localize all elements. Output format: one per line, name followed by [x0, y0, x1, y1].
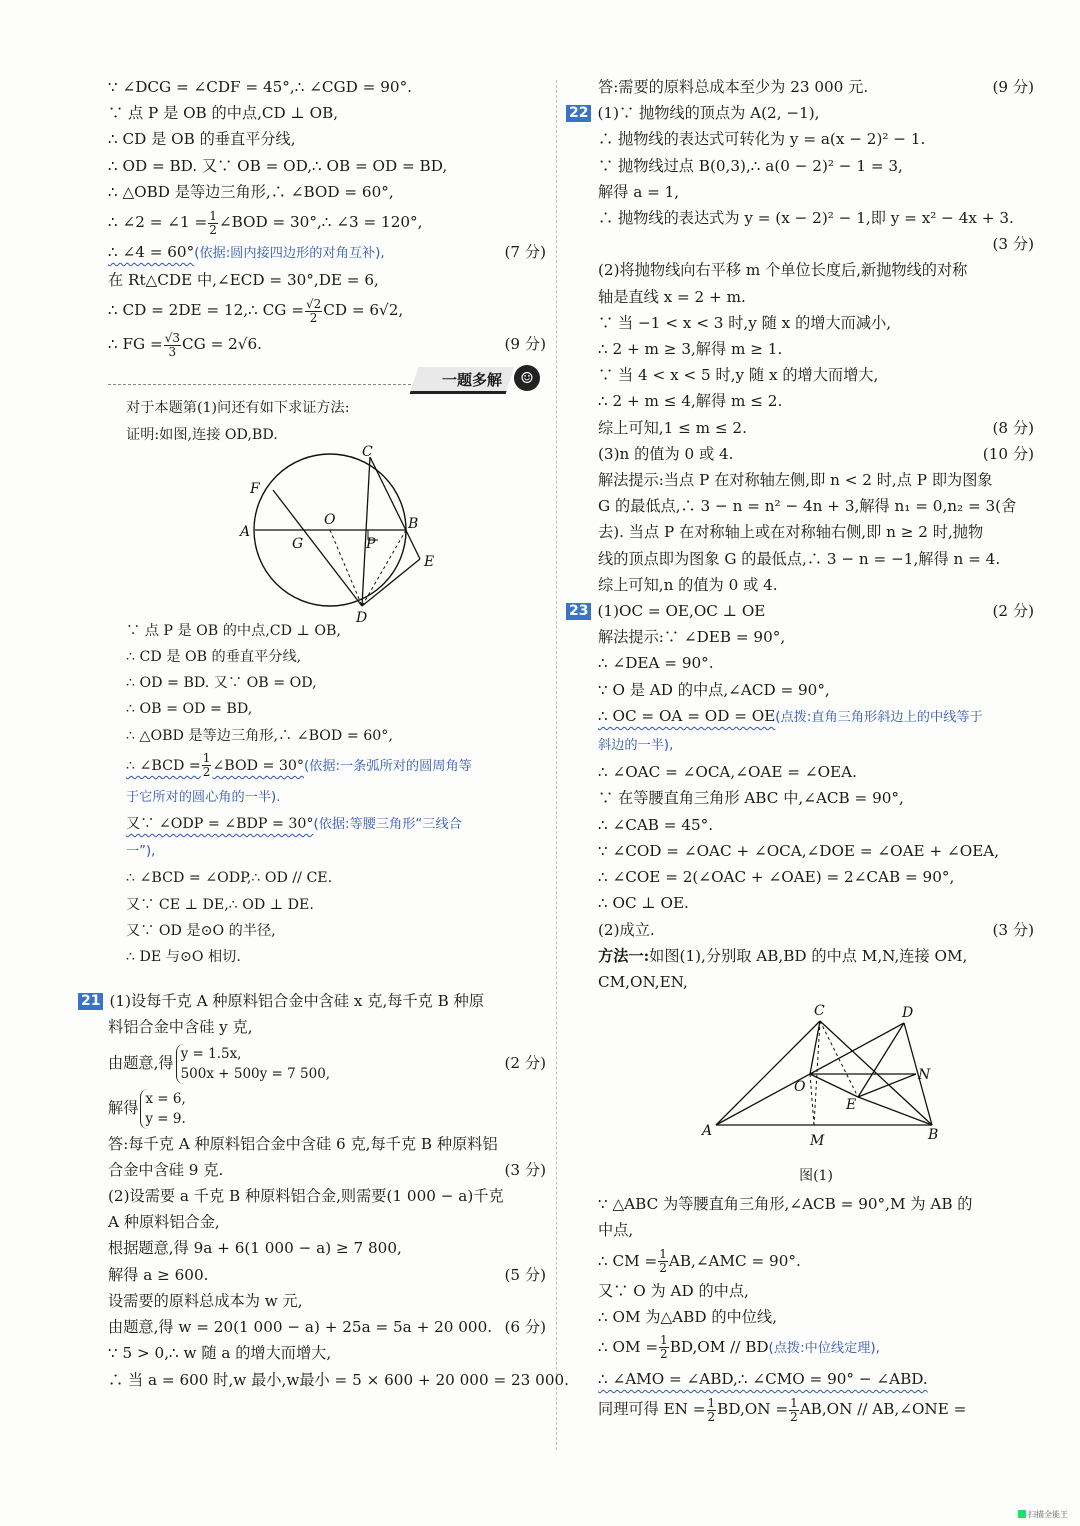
text-line: ∴ CD 是 OB 的垂直平分线, — [126, 649, 302, 666]
text-line: ∴ ∠AMO = ∠ABD,∴ ∠CMO = 90° − ∠ABD. — [598, 1369, 928, 1388]
text-line: ∴ FG = $\frac{√3}{3}$ CG = 2√6. (9 分) — [108, 327, 546, 361]
text-line: 解法提示:∵ ∠DEB = 90°, — [598, 628, 786, 647]
text-line: 对于本题第(1)问还有如下求证方法: — [126, 400, 350, 417]
fraction: $\frac{1}{2}$ — [790, 1395, 798, 1424]
point-label: D — [356, 609, 368, 626]
smile-icon: ☺ — [514, 365, 540, 391]
text-line: ∴ 2 + m ≤ 4,解得 m ≤ 2. — [598, 392, 783, 411]
text-line: 在 Rt△CDE 中,∠ECD = 30°,DE = 6, — [108, 271, 379, 290]
text-line: 解法提示:当点 P 在对称轴左侧,即 n < 2 时,点 P 即为图象 — [598, 471, 993, 490]
point-label: A — [702, 1123, 713, 1140]
point-label: D — [902, 1005, 914, 1022]
text-line: 23 (1)OC = OE,OC ⊥ OE (2 分) — [566, 598, 1034, 624]
text-line: ∵ 当 −1 < x < 3 时,y 随 x 的增大而减小, — [598, 313, 892, 332]
score: (9 分) — [992, 78, 1034, 96]
point-label: P — [366, 535, 376, 552]
text-line: ∴ ∠DEA = 90°. — [598, 654, 714, 673]
text-line: ∵ △ABC 为等腰直角三角形,∠ACB = 90°,M 为 AB 的 — [598, 1195, 973, 1214]
text-line: ∴ OM = $\frac{1}{2}$ BD,OM // BD(点拨:中位线定理), — [598, 1333, 880, 1362]
text-line: 又∵ CE ⊥ DE,∴ OD ⊥ DE. — [126, 896, 314, 913]
text-line — [126, 784, 546, 811]
text-line: ∴ △OBD 是等边三角形,∴ ∠BOD = 60°, — [126, 727, 393, 744]
text-line: ∵ ∠COD = ∠OAC + ∠OCA,∠DOE = ∠OAE + ∠OEA, — [598, 841, 1000, 860]
fraction: $\frac{1}{2}$ — [659, 1247, 667, 1276]
text-line: ∴ 当 a = 600 时,w 最小,w最小 = 5 × 600 + 20 000 = 23 000. — [108, 1370, 569, 1389]
score: (10 分) — [982, 444, 1034, 463]
text-line: CM,ON,EN, — [598, 972, 688, 991]
fraction: $\frac{√3}{3}$ — [164, 330, 180, 359]
text-line: (2)成立. (3 分) — [598, 917, 1034, 943]
equation-system: x = 6, y = 9. — [140, 1089, 185, 1129]
text-line: ∴ ∠BCD = ∠ODP,∴ OD // CE. — [126, 870, 333, 887]
text-line: 合金中含硅 9 克. (3 分) — [108, 1157, 546, 1183]
scanner-watermark: 扫描全能王 — [1018, 1509, 1068, 1520]
text-line: (3)n 的值为 0 或 4. (10 分) — [598, 441, 1034, 467]
hint-text: 于它所对的圆心角的一半). — [126, 789, 281, 805]
text-line: 又∵ O 为 AD 的中点, — [598, 1281, 749, 1300]
text-line: ∴ OD = BD. 又∵ OB = OD, — [126, 675, 317, 692]
point-label: E — [424, 553, 435, 570]
app-logo-icon — [1018, 1510, 1026, 1518]
fraction: $\frac{1}{2}$ — [707, 1395, 716, 1424]
text-line — [598, 731, 1034, 759]
text-line: ∴ ∠OAC = ∠OCA,∠OAE = ∠OEA. — [598, 763, 857, 782]
text-line — [598, 231, 1034, 257]
score: (8 分) — [992, 418, 1034, 437]
text-line: 21 (1)设每千克 A 种原料铝合金中含硅 x 克,每千克 B 种原 — [78, 988, 546, 1014]
text-line: 料铝合金中含硅 y 克, — [108, 1018, 253, 1037]
text-line: ∵ 当 4 < x < 5 时,y 随 x 的增大而增大, — [598, 366, 879, 385]
text-line — [126, 838, 546, 865]
text-line: ∴ OM 为△ABD 的中位线, — [598, 1307, 777, 1326]
text-line: ∵ 5 > 0,∴ w 随 a 的增大而增大, — [108, 1344, 332, 1363]
text-line: A 种原料铝合金, — [108, 1213, 220, 1232]
triangle-figure — [598, 1001, 1034, 1167]
text-line: 中点, — [598, 1221, 634, 1240]
circle-figure — [126, 443, 546, 626]
text-line: 又∵ ∠ODP = ∠BDP = 30°(依据:等腰三角形“三线合 — [126, 816, 462, 833]
text-line: ∴ DE 与⊙O 相切. — [126, 949, 241, 966]
text-line: ∴ ∠CAB = 45°. — [598, 815, 714, 834]
left-column — [81, 74, 569, 1393]
hint-text: (依据:圆内接四边形的对角互补), — [194, 246, 385, 262]
point-label: M — [810, 1133, 825, 1150]
text-line: ∵ 点 P 是 OB 的中点,CD ⊥ OB, — [108, 104, 339, 123]
hint-text: (依据:等腰三角形“三线合 — [313, 817, 462, 833]
text-line: 设需要的原料总成本为 w 元, — [108, 1291, 303, 1310]
fraction: $\frac{1}{2}$ — [202, 751, 211, 780]
text-line: 证明:如图,连接 OD,BD. — [126, 426, 278, 443]
point-label: A — [240, 523, 251, 540]
text-line: ∴ CM = $\frac{1}{2}$ AB,∠AMC = 90°. — [598, 1247, 801, 1276]
text-line: 解得 a = 1, — [598, 182, 680, 201]
text-line: ∵ 在等腰直角三角形 ABC 中,∠ACB = 90°, — [598, 789, 904, 808]
text-line: 轴是直线 x = 2 + m. — [598, 287, 746, 306]
text-line: (2)设需要 a 千克 B 种原料铝合金,则需要(1 000 − a)千克 — [108, 1187, 504, 1206]
text-line: 同理可得 EN = $\frac{1}{2}$ BD,ON = $\frac{1}{2}$ AB,ON // AB,∠ONE = — [598, 1395, 967, 1424]
text-line: ∴ OD = BD. 又∵ OB = OD,∴ OB = OD = BD, — [108, 156, 448, 175]
text-line: ∴ 2 + m ≥ 3,解得 m ≥ 1. — [598, 340, 783, 359]
text-line: (2)将抛物线向右平移 m 个单位长度后,新抛物线的对称 — [598, 261, 968, 280]
hint-text: (依据:一条弧所对的圆周角等 — [304, 758, 472, 774]
text-line: ∴ OC ⊥ OE. — [598, 894, 689, 913]
text-line: 由题意,得 w = 20(1 000 − a) + 25a = 5a + 20 000. (6 分) — [108, 1314, 546, 1340]
text-line: ∴ ∠COE = 2(∠OAC + ∠OAE) = 2∠CAB = 90°, — [598, 868, 955, 887]
hint-text: 斜边的一半), — [598, 738, 674, 754]
hint-text: (点拨:直角三角形斜边上的中线等于 — [775, 709, 983, 725]
alt-solution-banner: 一题多解 ☺ — [108, 367, 546, 393]
text-line: 22 (1)∵ 抛物线的顶点为 A(2, −1), — [566, 100, 1034, 126]
score: (3 分) — [504, 1160, 546, 1179]
score: (6 分) — [504, 1318, 546, 1337]
text-line: ∵ O 是 AD 的中点,∠ACD = 90°, — [598, 680, 830, 699]
text-line: 解得 x = 6, y = 9. — [108, 1090, 186, 1127]
point-label: C — [814, 1003, 825, 1020]
text-line: ∵ 点 P 是 OB 的中点,CD ⊥ OB, — [126, 622, 341, 639]
point-label: C — [362, 443, 373, 460]
point-label: G — [292, 535, 304, 552]
text-line: 去). 当点 P 在对称轴上或在对称轴右侧,即 n ≥ 2 时,抛物 — [598, 523, 984, 542]
question-number-badge: 23 — [566, 603, 591, 620]
column-divider — [556, 80, 557, 1450]
point-label: B — [928, 1127, 939, 1144]
hint-text: (点拨:中位线定理), — [768, 1340, 880, 1356]
point-label: O — [324, 511, 336, 528]
point-label: E — [846, 1097, 857, 1114]
equation-system: y = 1.5x, 500x + 500y = 7 500, — [176, 1044, 331, 1084]
score: (3 分) — [992, 920, 1034, 939]
text-line: ∵ ∠DCG = ∠CDF = 45°,∴ ∠CGD = 90°. — [108, 78, 412, 96]
question-number-badge: 22 — [566, 105, 591, 122]
score: (3 分) — [992, 235, 1034, 254]
text-line: 综上可知,1 ≤ m ≤ 2. (8 分) — [598, 415, 1034, 441]
text-line: ∴ OC = OA = OD = OE(点拨:直角三角形斜边上的中线等于 — [598, 706, 983, 725]
score: (7 分) — [504, 243, 546, 262]
text-line: 线的顶点即为图象 G 的最低点,∴ 3 − n = −1,解得 n = 4. — [598, 549, 1001, 568]
fraction: $\frac{√2}{2}$ — [305, 296, 322, 325]
text-line: ∴ CD 是 OB 的垂直平分线, — [108, 130, 296, 149]
score: (5 分) — [504, 1265, 546, 1284]
hint-text: 一”), — [126, 844, 156, 860]
right-column — [569, 74, 1034, 1426]
score: (9 分) — [504, 335, 546, 354]
text-line: ∵ 抛物线过点 B(0,3),∴ a(0 − 2)² − 1 = 3, — [598, 156, 903, 175]
text-line: 解得 a ≥ 600. (5 分) — [108, 1262, 546, 1288]
fraction: $\frac{1}{2}$ — [209, 208, 217, 237]
text-line: 方法一:如图(1),分别取 AB,BD 的中点 M,N,连接 OM, — [598, 946, 968, 965]
text-line: ∴ ∠2 = ∠1 = $\frac{1}{2}$ ∠BOD = 30°,∴ ∠3 = 120°, — [108, 208, 423, 237]
figure-caption: 图(1) — [799, 1168, 833, 1185]
text-line: ∴ 抛物线的表达式为 y = (x − 2)² − 1,即 y = x² − 4x + 3. — [598, 209, 1014, 228]
text-line: ∴ OB = OD = BD, — [126, 701, 253, 718]
score: (2 分) — [992, 602, 1034, 621]
text-line: 根据题意,得 9a + 6(1 000 − a) ≥ 7 800, — [108, 1239, 402, 1258]
point-label: B — [408, 515, 419, 532]
point-label: F — [250, 480, 260, 497]
point-label: N — [918, 1067, 931, 1084]
text-line: G 的最低点,∴ 3 − n = n² − 4n + 3,解得 n₁ = 0,n₂ = 3(舍 — [598, 497, 1017, 516]
text-line: ∴ CD = 2DE = 12,∴ CG = $\frac{√2}{2}$ CD = 6√2, — [108, 296, 404, 325]
fraction: $\frac{1}{2}$ — [660, 1333, 668, 1362]
text-line: 又∵ OD 是⊙O 的半径, — [126, 922, 276, 939]
text-line: 答:每千克 A 种原料铝合金中含硅 6 克,每千克 B 种原料铝 — [108, 1134, 498, 1153]
text-line: 综上可知,n 的值为 0 或 4. — [598, 575, 778, 594]
text-line: ∴ ∠BCD = $\frac{1}{2}$ ∠BOD = 30°(依据:一条弧所对的圆周角等 — [126, 751, 472, 780]
text-line: 由题意,得 y = 1.5x, 500x + 500y = 7 500, (2 分) — [108, 1041, 546, 1085]
text-line: ∴ ∠4 = 60°(依据:圆内接四边形的对角互补), (7 分) — [108, 239, 546, 267]
score: (2 分) — [504, 1053, 546, 1072]
text-line: ∴ △OBD 是等边三角形,∴ ∠BOD = 60°, — [108, 182, 394, 201]
text-line: 答:需要的原料总成本至少为 23 000 元. (9 分) — [598, 74, 1034, 100]
question-number-badge: 21 — [78, 993, 103, 1010]
point-label: O — [794, 1079, 806, 1096]
text-line: ∴ 抛物线的表达式可转化为 y = a(x − 2)² − 1. — [598, 130, 926, 149]
